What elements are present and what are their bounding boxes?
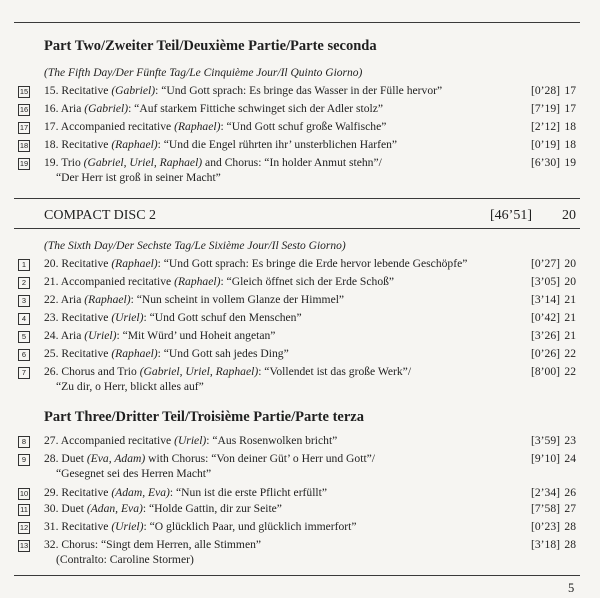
track-form: Aria [60,329,85,342]
track-form: Duet [61,502,87,515]
track-index-box: 5 [18,331,30,343]
track-number: 31. [44,520,59,533]
track-title [44,347,484,362]
track-number: 29. [44,486,59,499]
track-title [44,156,484,185]
track-duration: [0’23] [531,520,560,533]
track-text: and Chorus: “In holder Anmut stehn”/ [202,156,382,169]
track-index-box: 9 [18,454,30,466]
track-page: 22 [564,347,576,360]
track-title [44,293,484,308]
track-title [44,486,484,501]
cd2-bottom-rule [14,228,580,229]
track-duration: [8’00] [531,365,560,378]
track-roles: (Gabriel) [84,102,129,115]
part-two-heading: Part Two/Zweiter Teil/Deuxième Partie/Parte seconda [44,38,377,54]
track-number: 17. [44,120,59,133]
track-text-line2: “Zu dir, o Herr, blickt alles auf” [56,379,204,393]
cd2-page: 20 [562,208,576,223]
track-title [44,311,484,326]
track-title [44,275,484,290]
track-number: 16. [44,102,59,115]
track-roles: (Raphael) [111,138,158,151]
track-text: : “Holde Gattin, dir zur Seite” [142,502,282,515]
track-roles: (Raphael) [111,257,158,270]
track-number: 21. [44,275,59,288]
part-three-heading: Part Three/Dritter Teil/Troisième Partie/Parte terza [44,409,364,425]
track-text: : “Vollendet ist das große Werk”/ [258,365,412,378]
track-text: : “O glücklich Paar, und glücklich immerfort” [143,520,357,533]
track-text: : “Nun ist die erste Pflicht erfüllt” [169,486,328,499]
track-index-box: 13 [19,541,29,550]
track-number: 20. [44,257,59,270]
top-rule [14,22,580,23]
track-text-line2: (Contralto: Caroline Stormer) [56,552,194,566]
track-title [44,452,484,481]
track-form: Accompanied recitative [60,275,175,288]
track-form: Recitative [61,84,112,97]
track-page: 18 [564,120,576,133]
track-page: 22 [564,365,576,378]
track-text: with Chorus: “Von deiner Güt’ o Herr und Gott”/ [145,452,376,465]
track-duration: [3’18] [531,538,560,551]
track-duration: [3’14] [531,293,560,306]
track-page: 28 [564,520,576,533]
cd2-label: COMPACT DISC 2 [44,208,157,223]
track-roles: (Gabriel, Uriel, Raphael) [83,156,203,169]
track-text: : “Und Gott sah jedes Ding” [157,347,289,360]
track-title [44,102,484,117]
track-form: Accompanied recitative [60,120,175,133]
track-index-box: 3 [18,295,30,307]
track-roles: (Adam, Eva) [111,486,170,499]
track-text: : “Und Gott sprach: Es bringe die Erde hervor lebende Geschöpfe” [157,257,468,270]
track-roles: (Gabriel, Uriel, Raphael) [139,365,259,378]
track-roles: (Raphael) [174,275,221,288]
track-duration: [0’26] [531,347,560,360]
page-number: 5 [568,581,575,595]
track-number: 27. [44,434,59,447]
track-text: : “Und Gott schuf den Menschen” [143,311,302,324]
track-roles: (Raphael) [174,120,221,133]
track-form: Recitative [61,257,112,270]
track-number: 15. [44,84,59,97]
track-page: 20 [564,257,576,270]
track-roles: (Uriel) [111,520,144,533]
track-duration: [3’26] [531,329,560,342]
track-duration: [9’10] [531,452,560,465]
cd2-subheading: (The Sixth Day/Der Sechste Tag/Le Sixième Jour/Il Sesto Giorno) [44,240,346,252]
track-page: 23 [564,434,576,447]
track-number: 19. [44,156,59,169]
track-roles: (Uriel) [111,311,144,324]
track-text: : “Und die Engel rührten ihr’ unsterblichen Harfen” [157,138,398,151]
track-number: 30. [44,502,59,515]
track-index-box: 6 [18,349,30,361]
part-two-subheading: (The Fifth Day/Der Fünfte Tag/Le Cinquième Jour/Il Quinto Giorno) [44,67,363,79]
track-duration: [3’59] [531,434,560,447]
track-form: Recitative [61,347,112,360]
track-page: 24 [564,452,576,465]
track-duration: [0’42] [531,311,560,324]
track-number: 24. [44,329,59,342]
track-index-box: 8 [18,436,30,448]
track-form: Recitative [61,520,112,533]
track-roles: (Raphael) [84,293,131,306]
cd2-duration: [46’51] [490,208,532,223]
track-index-box: 18 [19,141,29,150]
track-form: Recitative [61,138,112,151]
track-title [44,520,484,535]
track-number: 18. [44,138,59,151]
track-page: 26 [564,486,576,499]
track-number: 28. [44,452,59,465]
track-page: 19 [564,156,576,169]
track-page: 21 [564,329,576,342]
track-form: Recitative [61,311,112,324]
track-text: : “Mit Würd’ und Hoheit angetan” [116,329,276,342]
track-duration: [0’27] [531,257,560,270]
track-title [44,84,484,99]
track-form: Aria [60,102,85,115]
track-page: 17 [564,84,576,97]
track-duration: [7’19] [531,102,560,115]
track-title [44,434,484,449]
track-text-line2: “Der Herr ist groß in seiner Macht” [56,170,221,184]
track-index-box: 17 [19,123,29,132]
track-duration: [2’34] [531,486,560,499]
track-form: Accompanied recitative [60,434,175,447]
track-number: 22. [44,293,59,306]
track-index-box: 1 [18,259,30,271]
track-title [44,329,484,344]
track-page: 18 [564,138,576,151]
track-duration: [6’30] [531,156,560,169]
track-index-box: 19 [19,159,29,168]
track-number: 25. [44,347,59,360]
track-index-box: 12 [19,523,29,532]
track-index-box: 10 [19,489,29,498]
bottom-rule [14,575,580,576]
track-roles: (Uriel) [84,329,117,342]
track-title [44,138,484,153]
track-duration: [2’12] [531,120,560,133]
track-form: Duet [61,452,87,465]
track-index-box: 16 [19,105,29,114]
track-text: : “Gleich öffnet sich der Erde Schoß” [220,275,395,288]
track-page: 21 [564,311,576,324]
track-text: : “Und Gott sprach: Es bringe das Wasser in der Fülle hervor” [155,84,443,97]
track-form: Chorus and Trio [61,365,140,378]
track-title [44,120,484,135]
track-text: : “Auf starkem Fittiche schwinget sich der Adler stolz” [128,102,384,115]
track-title [44,502,484,517]
track-index-box: 4 [18,313,30,325]
track-title [44,365,484,394]
track-roles: (Gabriel) [111,84,156,97]
track-text-line2: “Gesegnet sei des Herren Macht” [56,466,212,480]
track-index-box: 15 [19,87,29,96]
track-number: 32. [44,538,59,551]
track-form: Aria [60,293,85,306]
track-page: 28 [564,538,576,551]
track-text: : “Aus Rosenwolken bricht” [206,434,338,447]
track-form: Trio [61,156,84,169]
track-page: 27 [564,502,576,515]
track-roles: (Uriel) [174,434,207,447]
track-duration: [7’58] [531,502,560,515]
track-duration: [0’28] [531,84,560,97]
track-duration: [3’05] [531,275,560,288]
track-form: Chorus: “Singt dem Herren, alle Stimmen” [61,538,262,551]
track-number: 26. [44,365,59,378]
cd2-top-rule [14,198,580,199]
track-index-box: 2 [18,277,30,289]
track-text: : “Nun scheint in vollem Glanze der Himmel” [130,293,345,306]
track-title [44,538,484,567]
track-index-box: 11 [18,504,30,516]
track-text: : “Und Gott schuf große Walfische” [220,120,387,133]
cd2-title-line [44,208,576,224]
track-roles: (Adan, Eva) [86,502,143,515]
track-duration: [0’19] [531,138,560,151]
track-title [44,257,484,272]
track-page: 17 [564,102,576,115]
track-roles: (Raphael) [111,347,158,360]
track-page: 20 [564,275,576,288]
track-number: 23. [44,311,59,324]
track-form: Recitative [61,486,112,499]
track-roles: (Eva, Adam) [86,452,146,465]
track-index-box: 7 [18,367,30,379]
track-page: 21 [564,293,576,306]
